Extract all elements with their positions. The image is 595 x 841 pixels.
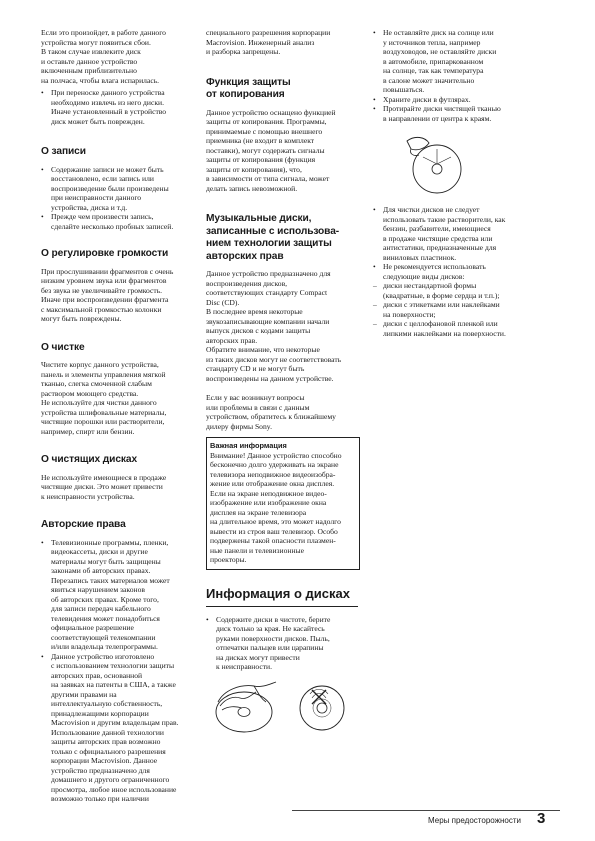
important-info-text: Внимание! Данное устройство способно бесконечно долго удерживать на экране телевизора неподвижное видеоизобра- жение или отображение окна дисплея. Если на экране неподвижное видео- изображение или изображение окна дисплея на экране телевизора на длительное время, это может надолго вывести из строя ваш телевизор. Особо подвержены такой опасности плазмен- ные панели и телевизионные проекторы. [210, 450, 342, 564]
cleaning-solvents-bullet: • Для чистки дисков не следует использовать такие растворители, как бензин, разбавители, имеющиеся в продаже чистящие средства или антистатики, предназначенные для виниловых пластинок. [373, 205, 525, 262]
column-right [373, 28, 525, 338]
recording-bullet-1: • Содержание записи не может быть восстановлено, если запись или воспроизведение были произведены при неисправности данного устройства, диска и т.д. [41, 165, 191, 213]
questions-text: Если у вас возникнут вопросы или проблемы в связи с данным устройством, обратитесь к ближайшему дилеру фирмы Sony. [206, 393, 336, 431]
copyright-heading: Авторские права [41, 519, 126, 530]
intro-bullet: • При переноске данного устройства необходимо извлечь из него диски. Иначе установленный в устройство диск может быть поврежден. [41, 88, 191, 126]
disc-info-rule [206, 606, 358, 607]
copyright-bullet-1: • Телевизионные программы, пленки, видеокассеты, диски и другие материалы могут быть защищены законами об авторских правах. Перезапись таких материалов может явиться нарушением законов об авторских правах. Кроме того, для записи передач кабельного телевидения может понадобиться официальное разрешение соответствующей телекомпании и/или владельца телепрограммы. [41, 538, 191, 652]
cleaning-text: Чистите корпус данного устройства, панель и элементы управления мягкой тканью, слегка смоченной слабым раствором моющего средства. Не используйте для чистки данного устройства шлифовальные материалы, чистящие порошки или растворители, например, спирт или бензин. [41, 360, 167, 436]
storage-bullet-2: • Храните диски в футлярах. [373, 95, 525, 105]
important-info-title: Важная информация [210, 441, 287, 450]
disc-wipe-icon [399, 131, 469, 199]
volume-text: При прослушивании фрагментов с очень низким уровнем звука или фрагментов без звука не увеличивайте громкость. Иначе при воспроизведении фрагмента с максимальной громкостью колонки могут быть повреждены. [41, 266, 174, 323]
page-number: 3 [537, 810, 546, 827]
disc-type-dash-1: – диски нестандартной формы (квадратные, в форме сердца и т.п.); [373, 281, 525, 300]
disc-info-bullet: • Содержите диски в чистоте, берите диск только за края. Не касайтесь руками поверхности дисков. Пыль, отпечатки пальцев или царапины на дисках могут привести к неисправности. [206, 615, 358, 672]
copyright-bullet-2: • Данное устройство изготовлено с использованием технологии защиты авторских прав, основанной на заявках на патенты в США, а также другими правами на интеллектуальную собственность, принадлежащими корпорации Macrovision и другим владельцам прав. Использование данной технологии защиты авторских прав возможно только с официального разрешения корпорации Macrovision. Данное устройство предназначено для домашнего и другого ограниченного просмотра, любое иное использование возможно только при наличии [41, 652, 191, 804]
copyright-continued-text: специального разрешения корпорации Macrovision. Инженерный анализ и разборка запрещены. [206, 28, 331, 56]
storage-bullet-3: • Протирайте диски чистящей тканью в направлении от центра к краям. [373, 104, 525, 123]
volume-heading: О регулировке громкости [41, 248, 169, 259]
intro-text: Если это произойдет, в работе данного устройства могут появиться сбои. В таком случае извлеките диск и оставьте данное устройство включенным приблизительно на полчаса, чтобы влага испарилась. [41, 28, 166, 85]
cleaning-discs-text: Не используйте имеющиеся в продаже чистящие диски. Это может привести к неисправности устройства. [41, 472, 167, 501]
footer-section-title: Меры предосторожности [428, 816, 521, 825]
hand-holding-disc-icon [210, 680, 280, 736]
copy-protection-heading: Функция защиты от копирования [206, 76, 291, 100]
recording-bullet-2: • Прежде чем произвести запись, сделайте несколько пробных записей. [41, 212, 191, 231]
disc-type-dash-2: – диски с этикетками или наклейками на поверхности; [373, 300, 525, 319]
disc-wiping-illustration [373, 131, 525, 201]
copy-protection-text: Данное устройство оснащено функцией защиты от копирования. Программы, принимаемые с помощью внешнего приемника (не входит в комплект поставки), могут содержать сигналы защиты от копирования (функция защиты от копирования), что, в зависимости от типа сигнала, может делать запись невозможной. [206, 107, 336, 193]
column-middle [206, 28, 358, 738]
disc-with-fingerprint-icon [296, 680, 348, 732]
important-info-box [206, 437, 360, 570]
music-discs-heading: Музыкальные диски, записанные с использова- нием технологии защиты авторских прав [206, 213, 340, 262]
unsupported-discs-bullet: • Не рекомендуется использовать следующие виды дисков: [373, 262, 525, 281]
disc-handling-illustrations [206, 680, 358, 738]
storage-bullet-1: • Не оставляйте диск на солнце или у источников тепла, например воздуховодов, не оставляйте диски в автомобиле, припаркованном на солнце, так как температура в салоне может значительно повышаться. [373, 28, 525, 95]
column-left [41, 28, 191, 804]
disc-type-dash-3: – диски с целлофановой пленкой или липкими наклейками на поверхности. [373, 319, 525, 338]
footer-rule [292, 810, 560, 811]
recording-heading: О записи [41, 146, 86, 157]
music-discs-text: Данное устройство предназначено для воспроизведения дисков, соответствующих стандарту Compact Disc (CD). В последнее время некоторые звукозаписывающие компании начали выпуск дисков с кодами защиты авторских прав. Обратите внимание, что некоторые из таких дисков могут не соответствовать стандарту CD и не могут быть воспроизведены на данном устройстве. [206, 269, 342, 383]
cleaning-discs-heading: О чистящих дисках [41, 454, 138, 465]
cleaning-heading: О чистке [41, 341, 85, 353]
disc-info-heading: Информация о дисках [206, 585, 350, 601]
